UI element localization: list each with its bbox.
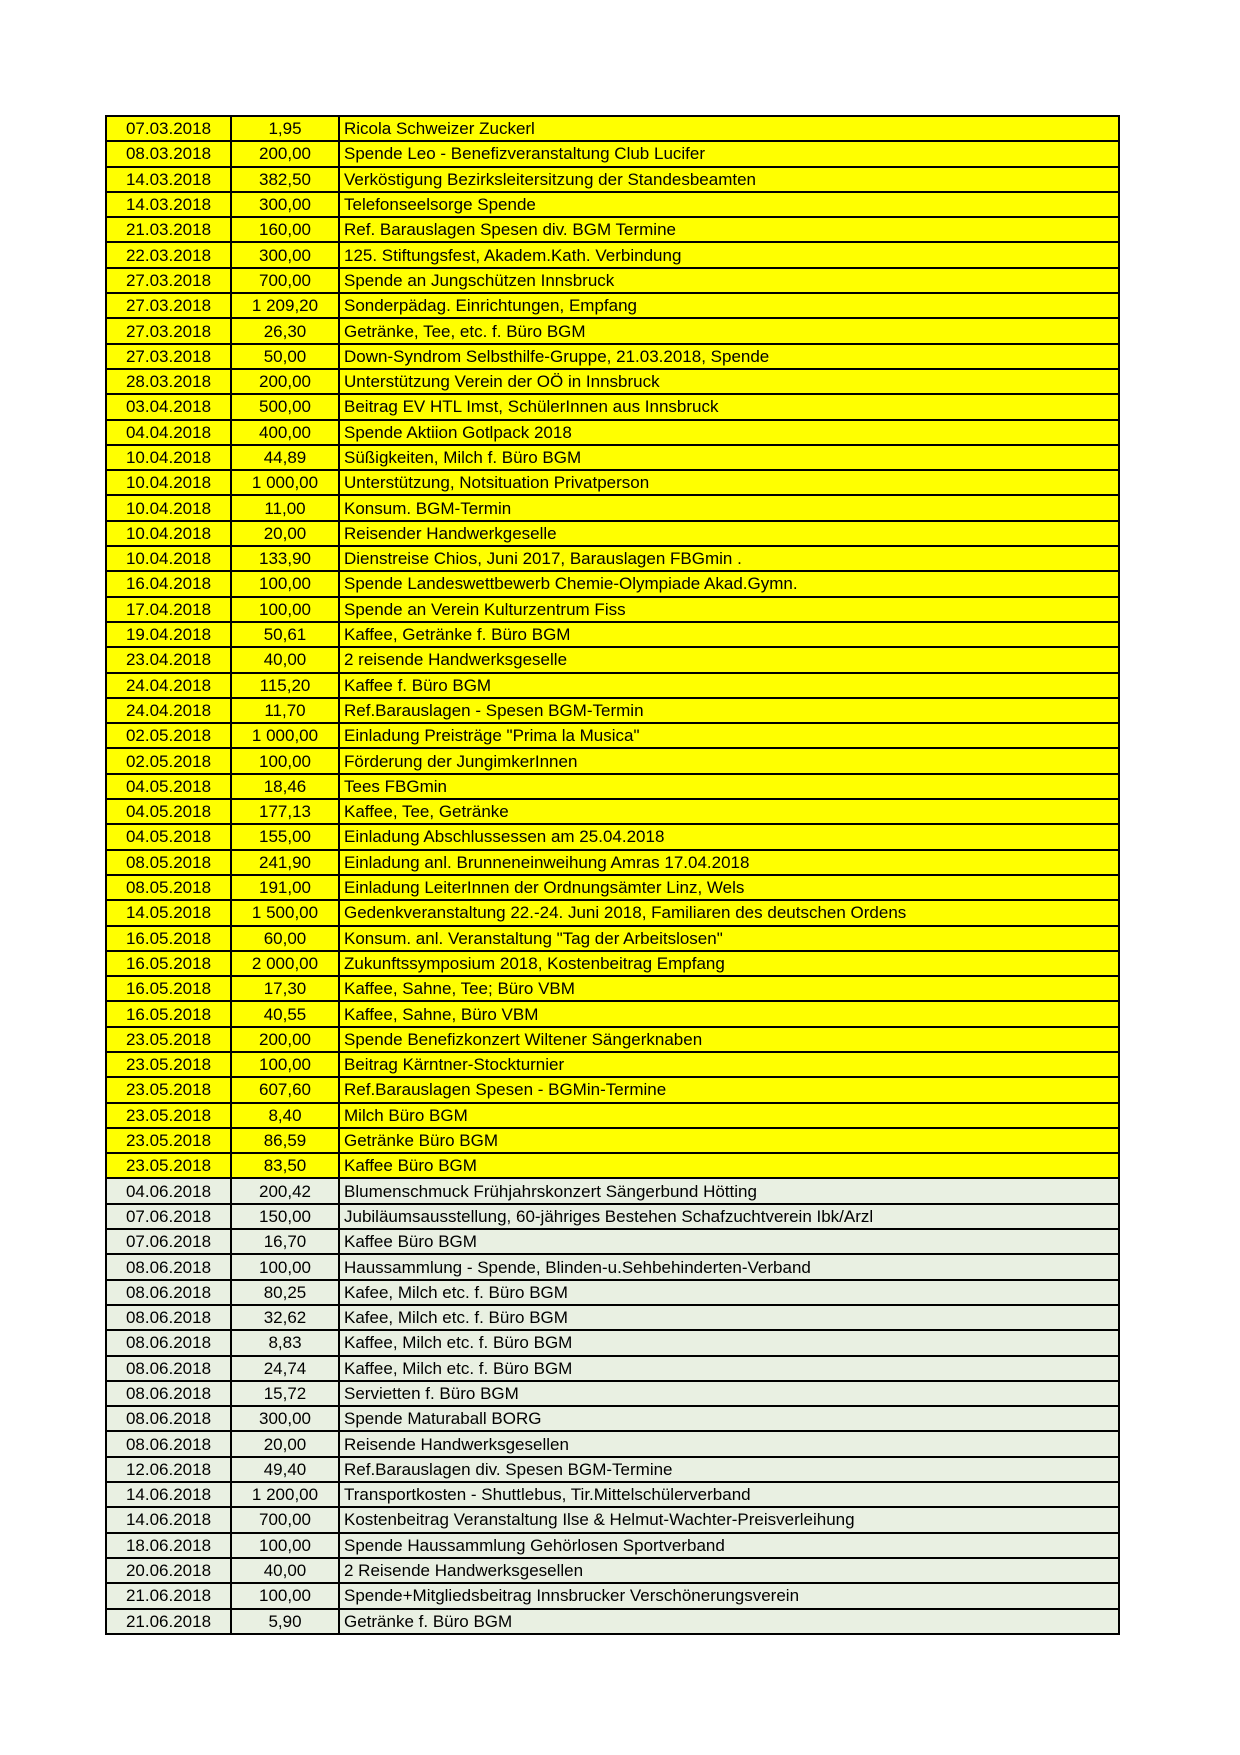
amount-cell: 500,00 [232, 395, 338, 418]
date-cell: 04.06.2018 [107, 1179, 230, 1202]
amount-cell: 2 000,00 [232, 952, 338, 975]
description-cell: Zukunftssymposium 2018, Kostenbeitrag Empfang [340, 952, 1118, 975]
amount-cell: 15,72 [232, 1382, 338, 1405]
amount-cell: 50,00 [232, 345, 338, 368]
description-cell: Kaffee, Sahne, Tee; Büro VBM [340, 977, 1118, 1000]
date-cell: 08.06.2018 [107, 1281, 230, 1304]
date-cell: 23.05.2018 [107, 1053, 230, 1076]
date-cell: 08.05.2018 [107, 851, 230, 874]
amount-cell: 20,00 [232, 522, 338, 545]
date-cell: 10.04.2018 [107, 446, 230, 469]
amount-cell: 20,00 [232, 1432, 338, 1455]
date-cell: 24.04.2018 [107, 699, 230, 722]
date-cell: 23.05.2018 [107, 1154, 230, 1177]
date-cell: 23.05.2018 [107, 1129, 230, 1152]
amount-cell: 49,40 [232, 1458, 338, 1481]
amount-cell: 11,00 [232, 496, 338, 519]
date-cell: 19.04.2018 [107, 623, 230, 646]
description-cell: Kaffee, Milch etc. f. Büro BGM [340, 1331, 1118, 1354]
amount-cell: 300,00 [232, 193, 338, 216]
description-cell: Kostenbeitrag Veranstaltung Ilse & Helmut-Wachter-Preisverleihung [340, 1508, 1118, 1531]
description-cell: Kaffee Büro BGM [340, 1230, 1118, 1253]
amount-cell: 40,55 [232, 1002, 338, 1025]
date-cell: 24.04.2018 [107, 674, 230, 697]
amount-cell: 400,00 [232, 421, 338, 444]
date-cell: 02.05.2018 [107, 724, 230, 747]
date-cell: 04.04.2018 [107, 421, 230, 444]
amount-cell: 83,50 [232, 1154, 338, 1177]
amount-cell: 8,83 [232, 1331, 338, 1354]
date-cell: 10.04.2018 [107, 471, 230, 494]
amount-cell: 1 209,20 [232, 294, 338, 317]
date-cell: 21.06.2018 [107, 1610, 230, 1633]
date-cell: 14.03.2018 [107, 168, 230, 191]
amount-cell: 100,00 [232, 749, 338, 772]
description-cell: Haussammlung - Spende, Blinden-u.Sehbehinderten-Verband [340, 1255, 1118, 1278]
description-cell: Süßigkeiten, Milch f. Büro BGM [340, 446, 1118, 469]
description-cell: Telefonseelsorge Spende [340, 193, 1118, 216]
date-cell: 08.06.2018 [107, 1432, 230, 1455]
amount-cell: 133,90 [232, 547, 338, 570]
amount-cell: 5,90 [232, 1610, 338, 1633]
date-cell: 16.05.2018 [107, 1002, 230, 1025]
amount-cell: 80,25 [232, 1281, 338, 1304]
amount-cell: 24,74 [232, 1357, 338, 1380]
description-cell: Transportkosten - Shuttlebus, Tir.Mittelschülerverband [340, 1483, 1118, 1506]
amount-cell: 700,00 [232, 269, 338, 292]
description-cell: Reisende Handwerksgesellen [340, 1432, 1118, 1455]
description-cell: Ricola Schweizer Zuckerl [340, 117, 1118, 140]
date-cell: 20.06.2018 [107, 1559, 230, 1582]
amount-cell: 1 500,00 [232, 901, 338, 924]
date-cell: 21.03.2018 [107, 218, 230, 241]
amount-cell: 100,00 [232, 1584, 338, 1607]
amount-cell: 86,59 [232, 1129, 338, 1152]
description-cell: Servietten f. Büro BGM [340, 1382, 1118, 1405]
date-cell: 08.06.2018 [107, 1357, 230, 1380]
description-cell: Unterstützung Verein der OÖ in Innsbruck [340, 370, 1118, 393]
amount-cell: 40,00 [232, 1559, 338, 1582]
date-cell: 10.04.2018 [107, 496, 230, 519]
description-cell: Sonderpädag. Einrichtungen, Empfang [340, 294, 1118, 317]
amount-cell: 1 000,00 [232, 724, 338, 747]
description-cell: Beitrag EV HTL Imst, SchülerInnen aus Innsbruck [340, 395, 1118, 418]
description-cell: Einladung anl. Brunneneinweihung Amras 17.04.2018 [340, 851, 1118, 874]
amount-cell: 32,62 [232, 1306, 338, 1329]
description-cell: Spende Benefizkonzert Wiltener Sängerknaben [340, 1028, 1118, 1051]
date-cell: 23.05.2018 [107, 1078, 230, 1101]
description-cell: Down-Syndrom Selbsthilfe-Gruppe, 21.03.2018, Spende [340, 345, 1118, 368]
date-cell: 04.05.2018 [107, 825, 230, 848]
date-cell: 02.05.2018 [107, 749, 230, 772]
date-cell: 08.06.2018 [107, 1407, 230, 1430]
description-cell: Unterstützung, Notsituation Privatperson [340, 471, 1118, 494]
description-cell: Spende an Jungschützen Innsbruck [340, 269, 1118, 292]
description-cell: Spende Maturaball BORG [340, 1407, 1118, 1430]
amount-cell: 607,60 [232, 1078, 338, 1101]
description-cell: Spende+Mitgliedsbeitrag Innsbrucker Verschönerungsverein [340, 1584, 1118, 1607]
date-cell: 08.06.2018 [107, 1255, 230, 1278]
date-cell: 08.05.2018 [107, 876, 230, 899]
date-cell: 04.05.2018 [107, 775, 230, 798]
date-cell: 08.06.2018 [107, 1331, 230, 1354]
description-cell: Tees FBGmin [340, 775, 1118, 798]
description-cell: Einladung Abschlussessen am 25.04.2018 [340, 825, 1118, 848]
description-cell: Kaffee, Sahne, Büro VBM [340, 1002, 1118, 1025]
date-cell: 08.06.2018 [107, 1306, 230, 1329]
date-cell: 14.06.2018 [107, 1508, 230, 1531]
amount-cell: 382,50 [232, 168, 338, 191]
description-cell: Kaffee f. Büro BGM [340, 674, 1118, 697]
date-cell: 07.06.2018 [107, 1205, 230, 1228]
date-cell: 16.04.2018 [107, 572, 230, 595]
amount-cell: 100,00 [232, 1255, 338, 1278]
date-cell: 21.06.2018 [107, 1584, 230, 1607]
description-cell: Spende an Verein Kulturzentrum Fiss [340, 598, 1118, 621]
date-cell: 22.03.2018 [107, 243, 230, 266]
amount-cell: 200,00 [232, 142, 338, 165]
description-cell: Blumenschmuck Frühjahrskonzert Sängerbund Hötting [340, 1179, 1118, 1202]
date-cell: 12.06.2018 [107, 1458, 230, 1481]
amount-cell: 115,20 [232, 674, 338, 697]
description-cell: Reisender Handwerkgeselle [340, 522, 1118, 545]
description-cell: Verköstigung Bezirksleitersitzung der Standesbeamten [340, 168, 1118, 191]
amount-cell: 8,40 [232, 1104, 338, 1127]
description-cell: 2 Reisende Handwerksgesellen [340, 1559, 1118, 1582]
description-cell: Kaffee, Milch etc. f. Büro BGM [340, 1357, 1118, 1380]
description-cell: Kaffee, Tee, Getränke [340, 800, 1118, 823]
date-cell: 23.05.2018 [107, 1028, 230, 1051]
amount-cell: 50,61 [232, 623, 338, 646]
amount-cell: 300,00 [232, 1407, 338, 1430]
date-cell: 14.03.2018 [107, 193, 230, 216]
amount-cell: 100,00 [232, 572, 338, 595]
date-cell: 07.03.2018 [107, 117, 230, 140]
description-cell: Ref.Barauslagen - Spesen BGM-Termin [340, 699, 1118, 722]
description-cell: Kaffee, Getränke f. Büro BGM [340, 623, 1118, 646]
amount-cell: 100,00 [232, 1053, 338, 1076]
amount-cell: 160,00 [232, 218, 338, 241]
amount-cell: 177,13 [232, 800, 338, 823]
description-cell: Dienstreise Chios, Juni 2017, Barauslagen FBGmin . [340, 547, 1118, 570]
description-cell: Spende Haussammlung Gehörlosen Sportverband [340, 1534, 1118, 1557]
amount-cell: 1 200,00 [232, 1483, 338, 1506]
amount-cell: 18,46 [232, 775, 338, 798]
amount-cell: 150,00 [232, 1205, 338, 1228]
description-cell: Getränke, Tee, etc. f. Büro BGM [340, 319, 1118, 342]
date-cell: 17.04.2018 [107, 598, 230, 621]
amount-cell: 700,00 [232, 1508, 338, 1531]
amount-cell: 200,42 [232, 1179, 338, 1202]
amount-cell: 1 000,00 [232, 471, 338, 494]
amount-cell: 200,00 [232, 370, 338, 393]
amount-cell: 191,00 [232, 876, 338, 899]
date-cell: 10.04.2018 [107, 522, 230, 545]
description-cell: Kaffee Büro BGM [340, 1154, 1118, 1177]
amount-cell: 26,30 [232, 319, 338, 342]
amount-cell: 17,30 [232, 977, 338, 1000]
date-cell: 28.03.2018 [107, 370, 230, 393]
date-cell: 27.03.2018 [107, 294, 230, 317]
amount-cell: 200,00 [232, 1028, 338, 1051]
description-cell: Kafee, Milch etc. f. Büro BGM [340, 1281, 1118, 1304]
description-cell: Ref.Barauslagen div. Spesen BGM-Termine [340, 1458, 1118, 1481]
amount-cell: 60,00 [232, 927, 338, 950]
date-cell: 07.06.2018 [107, 1230, 230, 1253]
description-cell: Spende Aktiion Gotlpack 2018 [340, 421, 1118, 444]
expense-table [105, 115, 1120, 1635]
description-cell: Konsum. BGM-Termin [340, 496, 1118, 519]
date-cell: 08.06.2018 [107, 1382, 230, 1405]
amount-cell: 155,00 [232, 825, 338, 848]
amount-cell: 16,70 [232, 1230, 338, 1253]
description-cell: Getränke Büro BGM [340, 1129, 1118, 1152]
description-cell: Kafee, Milch etc. f. Büro BGM [340, 1306, 1118, 1329]
date-cell: 16.05.2018 [107, 927, 230, 950]
description-cell: Spende Landeswettbewerb Chemie-Olympiade Akad.Gymn. [340, 572, 1118, 595]
date-cell: 23.04.2018 [107, 648, 230, 671]
description-cell: Ref.Barauslagen Spesen - BGMin-Termine [340, 1078, 1118, 1101]
amount-cell: 44,89 [232, 446, 338, 469]
date-cell: 23.05.2018 [107, 1104, 230, 1127]
date-cell: 10.04.2018 [107, 547, 230, 570]
description-cell: Förderung der JungimkerInnen [340, 749, 1118, 772]
amount-cell: 40,00 [232, 648, 338, 671]
amount-cell: 11,70 [232, 699, 338, 722]
amount-cell: 241,90 [232, 851, 338, 874]
amount-cell: 1,95 [232, 117, 338, 140]
description-cell: Spende Leo - Benefizveranstaltung Club Lucifer [340, 142, 1118, 165]
date-cell: 27.03.2018 [107, 269, 230, 292]
description-cell: Einladung Preisträge "Prima la Musica" [340, 724, 1118, 747]
amount-cell: 100,00 [232, 1534, 338, 1557]
description-cell: Ref. Barauslagen Spesen div. BGM Termine [340, 218, 1118, 241]
description-cell: Gedenkveranstaltung 22.-24. Juni 2018, Familiaren des deutschen Ordens [340, 901, 1118, 924]
date-cell: 08.03.2018 [107, 142, 230, 165]
description-cell: Milch Büro BGM [340, 1104, 1118, 1127]
description-cell: 2 reisende Handwerksgeselle [340, 648, 1118, 671]
date-cell: 14.05.2018 [107, 901, 230, 924]
date-cell: 27.03.2018 [107, 345, 230, 368]
date-cell: 14.06.2018 [107, 1483, 230, 1506]
description-cell: Einladung LeiterInnen der Ordnungsämter Linz, Wels [340, 876, 1118, 899]
date-cell: 16.05.2018 [107, 952, 230, 975]
description-cell: Konsum. anl. Veranstaltung "Tag der Arbeitslosen" [340, 927, 1118, 950]
description-cell: Beitrag Kärntner-Stockturnier [340, 1053, 1118, 1076]
date-cell: 16.05.2018 [107, 977, 230, 1000]
date-cell: 03.04.2018 [107, 395, 230, 418]
description-cell: Jubiläumsausstellung, 60-jähriges Bestehen Schafzuchtverein Ibk/Arzl [340, 1205, 1118, 1228]
description-cell: 125. Stiftungsfest, Akadem.Kath. Verbindung [340, 243, 1118, 266]
date-cell: 04.05.2018 [107, 800, 230, 823]
date-cell: 18.06.2018 [107, 1534, 230, 1557]
amount-cell: 100,00 [232, 598, 338, 621]
amount-cell: 300,00 [232, 243, 338, 266]
description-cell: Getränke f. Büro BGM [340, 1610, 1118, 1633]
date-cell: 27.03.2018 [107, 319, 230, 342]
